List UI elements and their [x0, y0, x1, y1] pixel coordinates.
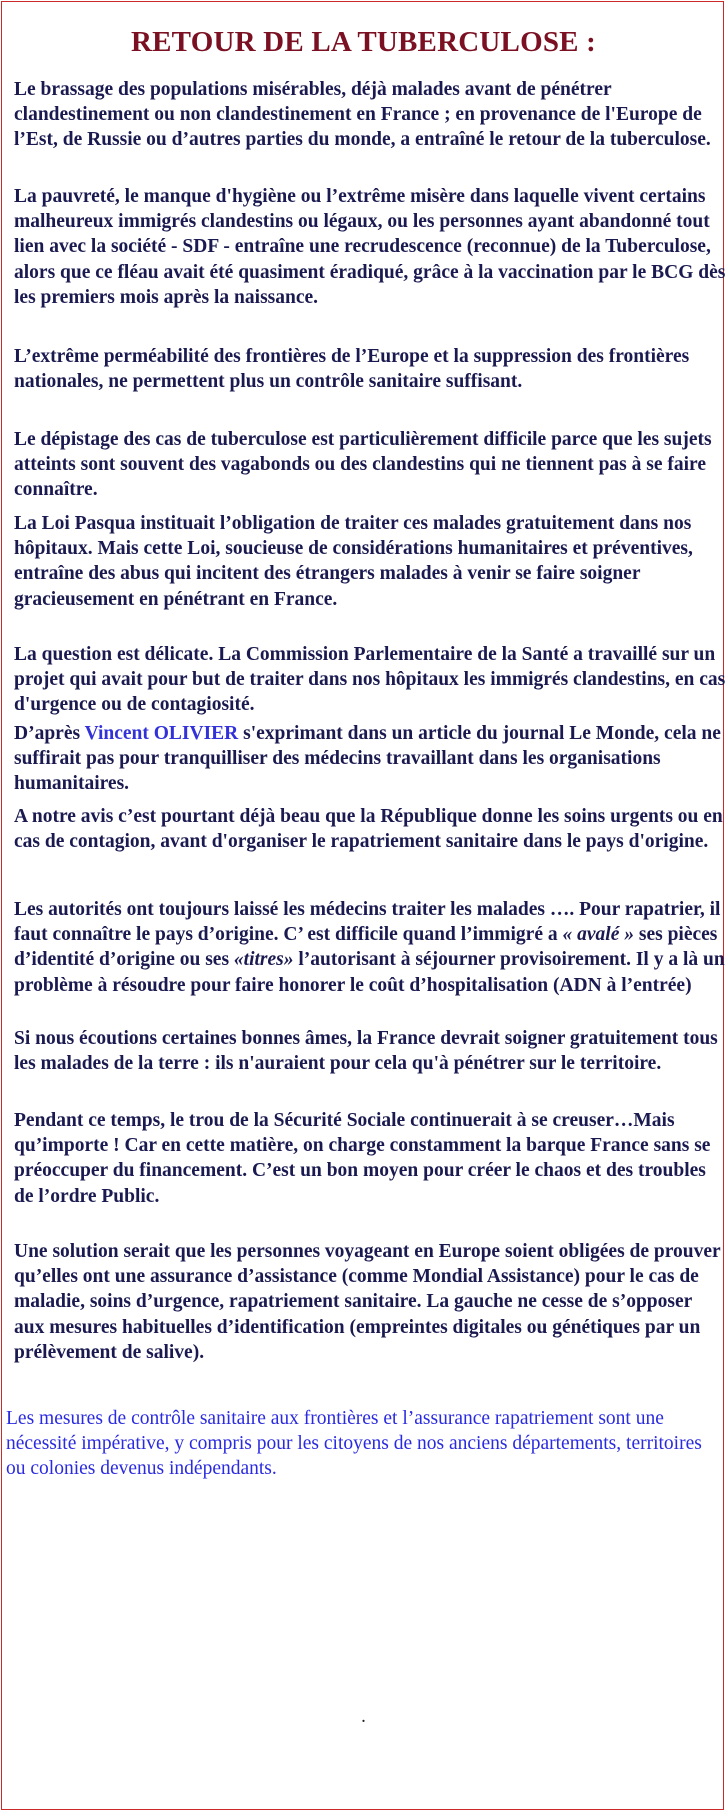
- paragraph-avis: A notre avis c’est pourtant déjà beau que la République donne les soins urgents ou en cas de contagion, avant d'organiser le rapatriement sanitaire dans le pays d'origine.: [14, 806, 723, 853]
- paragraph-conclusion: Les mesures de contrôle sanitaire aux frontières et l’assurance rapatriement sont une nécessité impérative, y compris pour les citoyens de nos anciens départements, territoires ou colonies devenus indépendants.: [6, 1408, 702, 1479]
- paragraph-frontieres: L’extrême perméabilité des frontières de l’Europe et la suppression des frontières nationales, ne permettent plus un contrôle sanitaire suffisant.: [14, 346, 690, 393]
- paragraph-bonnes-ames: Si nous écoutions certaines bonnes âmes, la France devrait soigner gratuitement tous les malades de la terre : ils n'auraient pour cela qu'à pénétrer sur le territoire.: [14, 1028, 718, 1075]
- trailing-dot: .: [361, 1706, 366, 1727]
- paragraph-solution: Une solution serait que les personnes voyageant en Europe soient obligées de prouver qu’elles ont une assurance d’assistance (comme Mondial Assistance) pour le cas de maladie, soins d’urgence, rapatriement sanitaire. La gauche ne cesse de s’opposer aux mesures habituelles d’identification (empreintes digitales ou génétiques par un prélèvement de salive).: [14, 1241, 721, 1363]
- olivier-suffix: s'exprimant dans un article du journal Le Monde, cela ne suffirait pas pour tranquilliser des médecins travaillant dans les organisations humanitaires.: [14, 723, 721, 795]
- paragraph-question: La question est délicate. La Commission Parlementaire de la Santé a travaillé sur un projet qui avait pour but de traiter dans nos hôpitaux les immigrés clandestins, en cas d'urgence ou de contagiosité.: [14, 644, 726, 716]
- paragraph-depistage: Le dépistage des cas de tuberculose est particulièrement difficile parce que les sujets atteints sont souvent des vagabonds ou des clandestins qui ne tiennent pas à se faire connaître.: [14, 429, 712, 501]
- paragraph-autorites: [14, 897, 726, 998]
- page-title: RETOUR DE LA TUBERCULOSE :: [130, 26, 597, 58]
- paragraph-brassage: Le brassage des populations misérables, déjà malades avant de pénétrer clandestinement ou non clandestinement en France ; en provenance de l'Europe de l’Est, de Russie ou d’autres parties du monde, a entraîné le retour de la tuberculose.: [14, 79, 711, 151]
- autorites-text-3: l’autorisant à séjourner provisoirement. Il y a là un problème à résoudre pour faire honorer le coût d’hospitalisation (ADN à l’entrée): [14, 949, 725, 996]
- autorites-text-1: Les autorités ont toujours laissé les médecins traiter les malades …. Pour rapatrier, il faut connaître le pays d’origine. C’ est difficile quand l’immigré a: [14, 899, 721, 946]
- paragraph-securite-sociale: Pendant ce temps, le trou de la Sécurité Sociale continuerait à se creuser…Mais qu’importe ! Car en cette matière, on charge constamment la barque France sans se préoccuper du financement. C’est un bon moyen pour créer le chaos et des troubles de l’ordre Public.: [14, 1110, 711, 1207]
- paragraph-loi-pasqua: La Loi Pasqua instituait l’obligation de traiter ces malades gratuitement dans nos hôpitaux. Mais cette Loi, soucieuse de considérations humanitaires et préventives, entraîne des abus qui incitent des étrangers malades à venir se faire soigner gracieusement en pénétrant en France.: [14, 513, 693, 610]
- vincent-olivier-link[interactable]: Vincent OLIVIER: [84, 723, 239, 744]
- autorites-text-2: ses pièces d’identité d’origine ou ses: [14, 924, 718, 971]
- autorites-titres: «titres»: [233, 949, 294, 971]
- paragraph-pauvrete: La pauvreté, le manque d'hygiène ou l’extrême misère dans laquelle vivent certains malheureux immigrés clandestins ou légaux, ou les personnes ayant abandonné tout lien avec la société - SDF - entraîne une recrudescence (reconnue) de la Tuberculose, alors que ce fléau avait été quasiment éradiqué, grâce à la vaccination par le BCG dès les premiers mois après la naissance.: [14, 186, 726, 308]
- autorites-avale: « avalé »: [562, 924, 634, 946]
- paragraph-olivier: [14, 721, 726, 797]
- olivier-prefix: D’après: [14, 723, 85, 744]
